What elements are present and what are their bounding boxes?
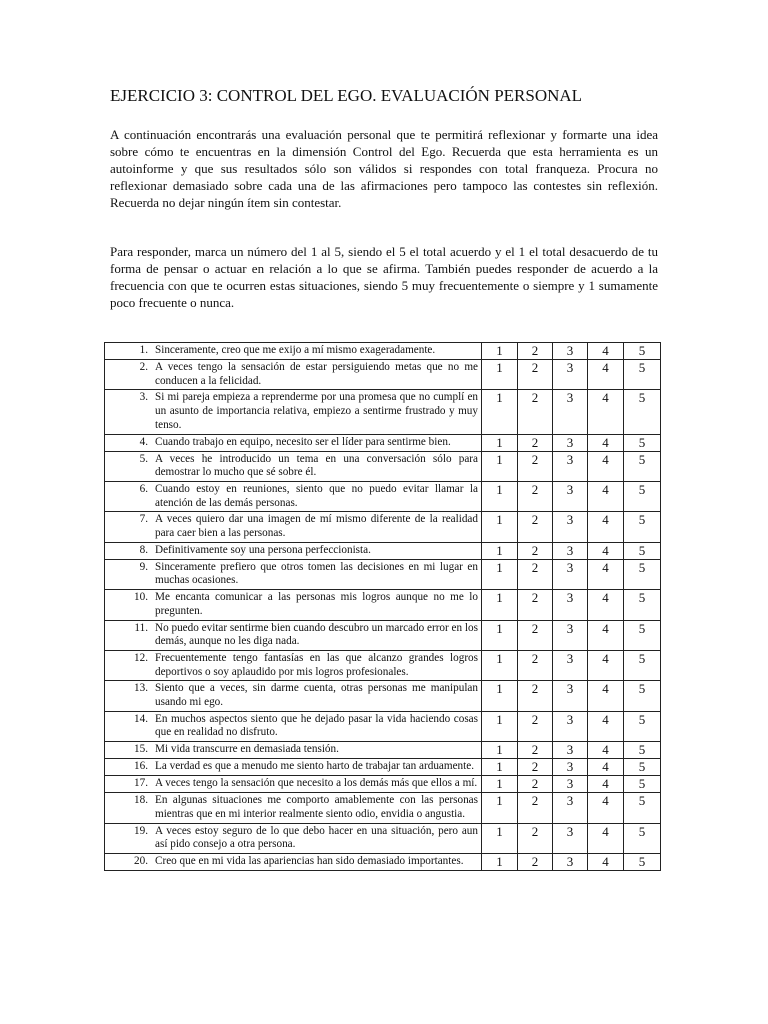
score-option-4[interactable]: 4 [588, 742, 624, 759]
score-option-2[interactable]: 2 [518, 759, 553, 776]
score-option-4[interactable]: 4 [588, 793, 624, 823]
question-wrap [108, 436, 478, 450]
question-text: La verdad es que a menudo me siento harto de trabajar tan arduamente. [155, 760, 475, 773]
question-wrap [108, 652, 478, 679]
table-row [105, 681, 661, 711]
question-wrap [108, 622, 478, 649]
score-option-4[interactable]: 4 [588, 711, 624, 741]
question-cell [105, 759, 482, 776]
score-option-3[interactable]: 3 [553, 681, 588, 711]
score-option-5[interactable]: 5 [624, 823, 661, 853]
score-option-3[interactable]: 3 [553, 620, 588, 650]
score-option-2[interactable]: 2 [518, 434, 553, 451]
score-option-1[interactable]: 1 [482, 793, 518, 823]
table-row [105, 434, 661, 451]
score-option-1[interactable]: 1 [482, 451, 518, 481]
question-text: Cuando estoy en reuniones, siento que no puedo evitar llamar la atención de las demás personas. [155, 482, 478, 509]
question-wrap [108, 513, 478, 540]
question-text: A veces tengo la sensación que necesito a los demás más que ellos a mí. [155, 777, 478, 790]
score-option-2[interactable]: 2 [518, 620, 553, 650]
table-row [105, 650, 661, 680]
question-text: En algunas situaciones me comporto amablemente con las personas mientras que en mi interior realmente siento odio, envidia o angustia. [155, 794, 478, 820]
question-number: 4. [139, 435, 148, 448]
score-option-4[interactable]: 4 [588, 853, 624, 870]
question-text: Si mi pareja empieza a reprenderme por una promesa que no cumplí en un asunto de importancia relativa, empiezo a sentirme frustrado y muy tenso. [155, 391, 478, 431]
score-option-3[interactable]: 3 [553, 776, 588, 793]
score-option-2[interactable]: 2 [518, 590, 553, 620]
question-number: 8. [139, 543, 148, 556]
score-option-4[interactable]: 4 [588, 390, 624, 434]
question-cell [105, 559, 482, 589]
score-option-2[interactable]: 2 [518, 681, 553, 711]
score-option-4[interactable]: 4 [588, 481, 624, 511]
score-option-3[interactable]: 3 [553, 823, 588, 853]
score-option-1[interactable]: 1 [482, 360, 518, 390]
question-text: A veces tengo la sensación de estar persiguiendo metas que no me conducen a la felicidad. [155, 361, 478, 387]
question-cell [105, 343, 482, 360]
score-option-3[interactable]: 3 [553, 542, 588, 559]
score-option-1[interactable]: 1 [482, 759, 518, 776]
score-option-2[interactable]: 2 [518, 343, 553, 360]
question-wrap [108, 777, 478, 791]
question-text: Definitivamente soy una persona perfeccionista. [155, 543, 371, 556]
table-row [105, 512, 661, 542]
question-wrap [108, 361, 478, 388]
score-option-5[interactable]: 5 [624, 512, 661, 542]
question-wrap [108, 561, 478, 588]
question-number: 13. [134, 682, 148, 695]
question-cell [105, 390, 482, 434]
score-option-5[interactable]: 5 [624, 481, 661, 511]
score-option-1[interactable]: 1 [482, 542, 518, 559]
question-number: 15. [134, 743, 148, 756]
score-option-2[interactable]: 2 [518, 650, 553, 680]
question-number: 5. [139, 452, 148, 465]
question-wrap [108, 713, 478, 740]
question-number: 3. [139, 391, 148, 404]
score-option-5[interactable]: 5 [624, 559, 661, 589]
score-option-1[interactable]: 1 [482, 512, 518, 542]
table-row [105, 823, 661, 853]
question-number: 7. [139, 513, 148, 526]
table-row [105, 853, 661, 870]
score-option-5[interactable]: 5 [624, 451, 661, 481]
table-row [105, 343, 661, 360]
score-option-4[interactable]: 4 [588, 360, 624, 390]
question-text: A veces he introducido un tema en una conversación sólo para demostrar lo mucho que sé sobre él. [155, 452, 478, 479]
question-text: A veces quiero dar una imagen de mí mismo diferente de la realidad para caer bien a las personas. [155, 513, 478, 540]
score-option-3[interactable]: 3 [553, 793, 588, 823]
table-row [105, 793, 661, 823]
table-row [105, 742, 661, 759]
question-text: Frecuentemente tengo fantasías en las que alcanzo grandes logros deportivos o soy aplaudido por mis logros profesionales. [155, 651, 478, 678]
score-option-2[interactable]: 2 [518, 512, 553, 542]
score-option-5[interactable]: 5 [624, 590, 661, 620]
score-option-5[interactable]: 5 [624, 343, 661, 360]
score-option-5[interactable]: 5 [624, 759, 661, 776]
question-number: 16. [134, 760, 148, 773]
score-option-4[interactable]: 4 [588, 343, 624, 360]
score-option-1[interactable]: 1 [482, 650, 518, 680]
score-option-5[interactable]: 5 [624, 776, 661, 793]
table-row [105, 451, 661, 481]
score-option-3[interactable]: 3 [553, 343, 588, 360]
question-cell [105, 451, 482, 481]
score-option-5[interactable]: 5 [624, 390, 661, 434]
table-row [105, 360, 661, 390]
question-number: 19. [134, 824, 148, 837]
question-cell [105, 481, 482, 511]
question-wrap [108, 682, 478, 709]
question-text: No puedo evitar sentirme bien cuando descubro un marcado error en los demás, aunque no les diga nada. [155, 621, 478, 648]
score-option-5[interactable]: 5 [624, 853, 661, 870]
question-cell [105, 853, 482, 870]
score-option-3[interactable]: 3 [553, 481, 588, 511]
question-cell [105, 711, 482, 741]
score-option-3[interactable]: 3 [553, 559, 588, 589]
score-option-2[interactable]: 2 [518, 711, 553, 741]
score-option-3[interactable]: 3 [553, 451, 588, 481]
score-option-1[interactable]: 1 [482, 823, 518, 853]
score-option-3[interactable]: 3 [553, 711, 588, 741]
score-option-2[interactable]: 2 [518, 360, 553, 390]
question-number: 12. [134, 651, 148, 664]
score-option-1[interactable]: 1 [482, 390, 518, 434]
score-option-1[interactable]: 1 [482, 434, 518, 451]
intro-paragraph: A continuación encontrarás una evaluación personal que te permitirá reflexionar y formarte una idea sobre cómo te encuentras en la dimensión Control del Ego. Recuerda que esta herramienta es un autoinforme y que sus resultados sólo son válidos si respondes con total franqueza. Procura no reflexionar demasiado sobre cada una de las afirmaciones pero tampoco las contestes sin reflexión. Recuerda no dejar ningún ítem sin contestar. [110, 127, 658, 210]
score-option-1[interactable]: 1 [482, 711, 518, 741]
question-wrap [108, 344, 478, 358]
score-option-5[interactable]: 5 [624, 681, 661, 711]
question-text: En muchos aspectos siento que he dejado pasar la vida haciendo cosas que en realidad no disfruto. [155, 712, 478, 739]
question-text: Siento que a veces, sin darme cuenta, otras personas me manipulan usando mi ego. [155, 682, 478, 709]
question-wrap [108, 453, 478, 480]
score-option-5[interactable]: 5 [624, 742, 661, 759]
question-cell [105, 650, 482, 680]
question-number: 6. [139, 482, 148, 495]
score-option-1[interactable]: 1 [482, 681, 518, 711]
evaluation-table [104, 342, 661, 871]
score-option-2[interactable]: 2 [518, 742, 553, 759]
score-option-1[interactable]: 1 [482, 620, 518, 650]
question-number: 9. [139, 560, 148, 573]
question-number: 2. [139, 361, 148, 373]
question-wrap [108, 743, 478, 757]
score-option-2[interactable]: 2 [518, 776, 553, 793]
score-option-1[interactable]: 1 [482, 853, 518, 870]
question-number: 20. [134, 854, 148, 867]
question-wrap [108, 825, 478, 852]
score-option-1[interactable]: 1 [482, 776, 518, 793]
question-cell [105, 512, 482, 542]
score-option-3[interactable]: 3 [553, 360, 588, 390]
score-option-5[interactable]: 5 [624, 650, 661, 680]
question-cell [105, 793, 482, 823]
table-row [105, 711, 661, 741]
score-option-3[interactable]: 3 [553, 742, 588, 759]
score-option-3[interactable]: 3 [553, 759, 588, 776]
score-option-2[interactable]: 2 [518, 559, 553, 589]
question-wrap [108, 391, 478, 432]
score-option-1[interactable]: 1 [482, 742, 518, 759]
score-option-2[interactable]: 2 [518, 390, 553, 434]
question-text: Me encanta comunicar a las personas mis logros aunque no me lo pregunten. [155, 591, 478, 617]
instructions-paragraph: Para responder, marca un número del 1 al 5, siendo el 5 el total acuerdo y el 1 el total desacuerdo de tu forma de pensar o actuar en relación a lo que se afirma. También puedes responder de acuerdo a la frecuencia con que te ocurren estas situaciones, siendo 5 muy frecuentemente o siempre y 1 sumamente poco frecuente o nunca. [110, 244, 658, 310]
table-row [105, 759, 661, 776]
score-option-4[interactable]: 4 [588, 650, 624, 680]
score-option-5[interactable]: 5 [624, 542, 661, 559]
question-wrap [108, 544, 478, 558]
question-wrap [108, 760, 478, 774]
score-option-5[interactable]: 5 [624, 360, 661, 390]
question-number: 14. [134, 712, 148, 725]
question-cell [105, 360, 482, 390]
score-option-2[interactable]: 2 [518, 793, 553, 823]
score-option-4[interactable]: 4 [588, 776, 624, 793]
table-row [105, 542, 661, 559]
score-option-2[interactable]: 2 [518, 451, 553, 481]
score-option-4[interactable]: 4 [588, 620, 624, 650]
question-number: 11. [134, 621, 148, 634]
score-option-2[interactable]: 2 [518, 823, 553, 853]
table-row [105, 590, 661, 620]
score-option-3[interactable]: 3 [553, 390, 588, 434]
score-option-4[interactable]: 4 [588, 823, 624, 853]
score-option-2[interactable]: 2 [518, 542, 553, 559]
question-number: 17. [134, 777, 148, 790]
question-cell [105, 590, 482, 620]
score-option-5[interactable]: 5 [624, 434, 661, 451]
question-cell [105, 742, 482, 759]
score-option-4[interactable]: 4 [588, 559, 624, 589]
score-option-4[interactable]: 4 [588, 434, 624, 451]
question-wrap [108, 483, 478, 510]
score-option-4[interactable]: 4 [588, 512, 624, 542]
page-title: EJERCICIO 3: CONTROL DEL EGO. EVALUACIÓN PERSONAL [110, 86, 583, 105]
score-option-1[interactable]: 1 [482, 559, 518, 589]
question-cell [105, 434, 482, 451]
table-row [105, 390, 661, 434]
score-option-3[interactable]: 3 [553, 434, 588, 451]
score-option-2[interactable]: 2 [518, 481, 553, 511]
table-row [105, 559, 661, 589]
score-option-3[interactable]: 3 [553, 650, 588, 680]
table-row [105, 776, 661, 793]
table-row [105, 620, 661, 650]
score-option-3[interactable]: 3 [553, 853, 588, 870]
question-cell [105, 823, 482, 853]
question-wrap [108, 591, 478, 618]
table-row [105, 481, 661, 511]
score-option-5[interactable]: 5 [624, 793, 661, 823]
score-option-1[interactable]: 1 [482, 481, 518, 511]
score-option-5[interactable]: 5 [624, 711, 661, 741]
question-wrap [108, 855, 478, 869]
question-cell [105, 776, 482, 793]
question-cell [105, 620, 482, 650]
score-option-3[interactable]: 3 [553, 590, 588, 620]
question-cell [105, 542, 482, 559]
question-number: 1. [139, 344, 148, 356]
score-option-4[interactable]: 4 [588, 451, 624, 481]
question-number: 10. [134, 591, 148, 604]
score-option-1[interactable]: 1 [482, 590, 518, 620]
question-text: A veces estoy seguro de lo que debo hacer en una situación, pero aun así pido consejo a otra persona. [155, 824, 478, 851]
question-text: Sinceramente, creo que me exijo a mí mismo exageradamente. [155, 344, 436, 356]
score-option-4[interactable]: 4 [588, 681, 624, 711]
question-number: 18. [134, 794, 148, 807]
score-option-1[interactable]: 1 [482, 343, 518, 360]
question-wrap [108, 794, 478, 821]
question-cell [105, 681, 482, 711]
score-option-3[interactable]: 3 [553, 512, 588, 542]
question-text: Cuando trabajo en equipo, necesito ser el líder para sentirme bien. [155, 435, 451, 448]
question-text: Mi vida transcurre en demasiada tensión. [155, 743, 339, 756]
score-option-5[interactable]: 5 [624, 620, 661, 650]
score-option-2[interactable]: 2 [518, 853, 553, 870]
score-option-4[interactable]: 4 [588, 590, 624, 620]
score-option-4[interactable]: 4 [588, 542, 624, 559]
question-text: Sinceramente prefiero que otros tomen las decisiones en mi lugar en muchas ocasiones. [155, 560, 478, 587]
question-text: Creo que en mi vida las apariencias han sido demasiado importantes. [155, 854, 464, 867]
score-option-4[interactable]: 4 [588, 759, 624, 776]
